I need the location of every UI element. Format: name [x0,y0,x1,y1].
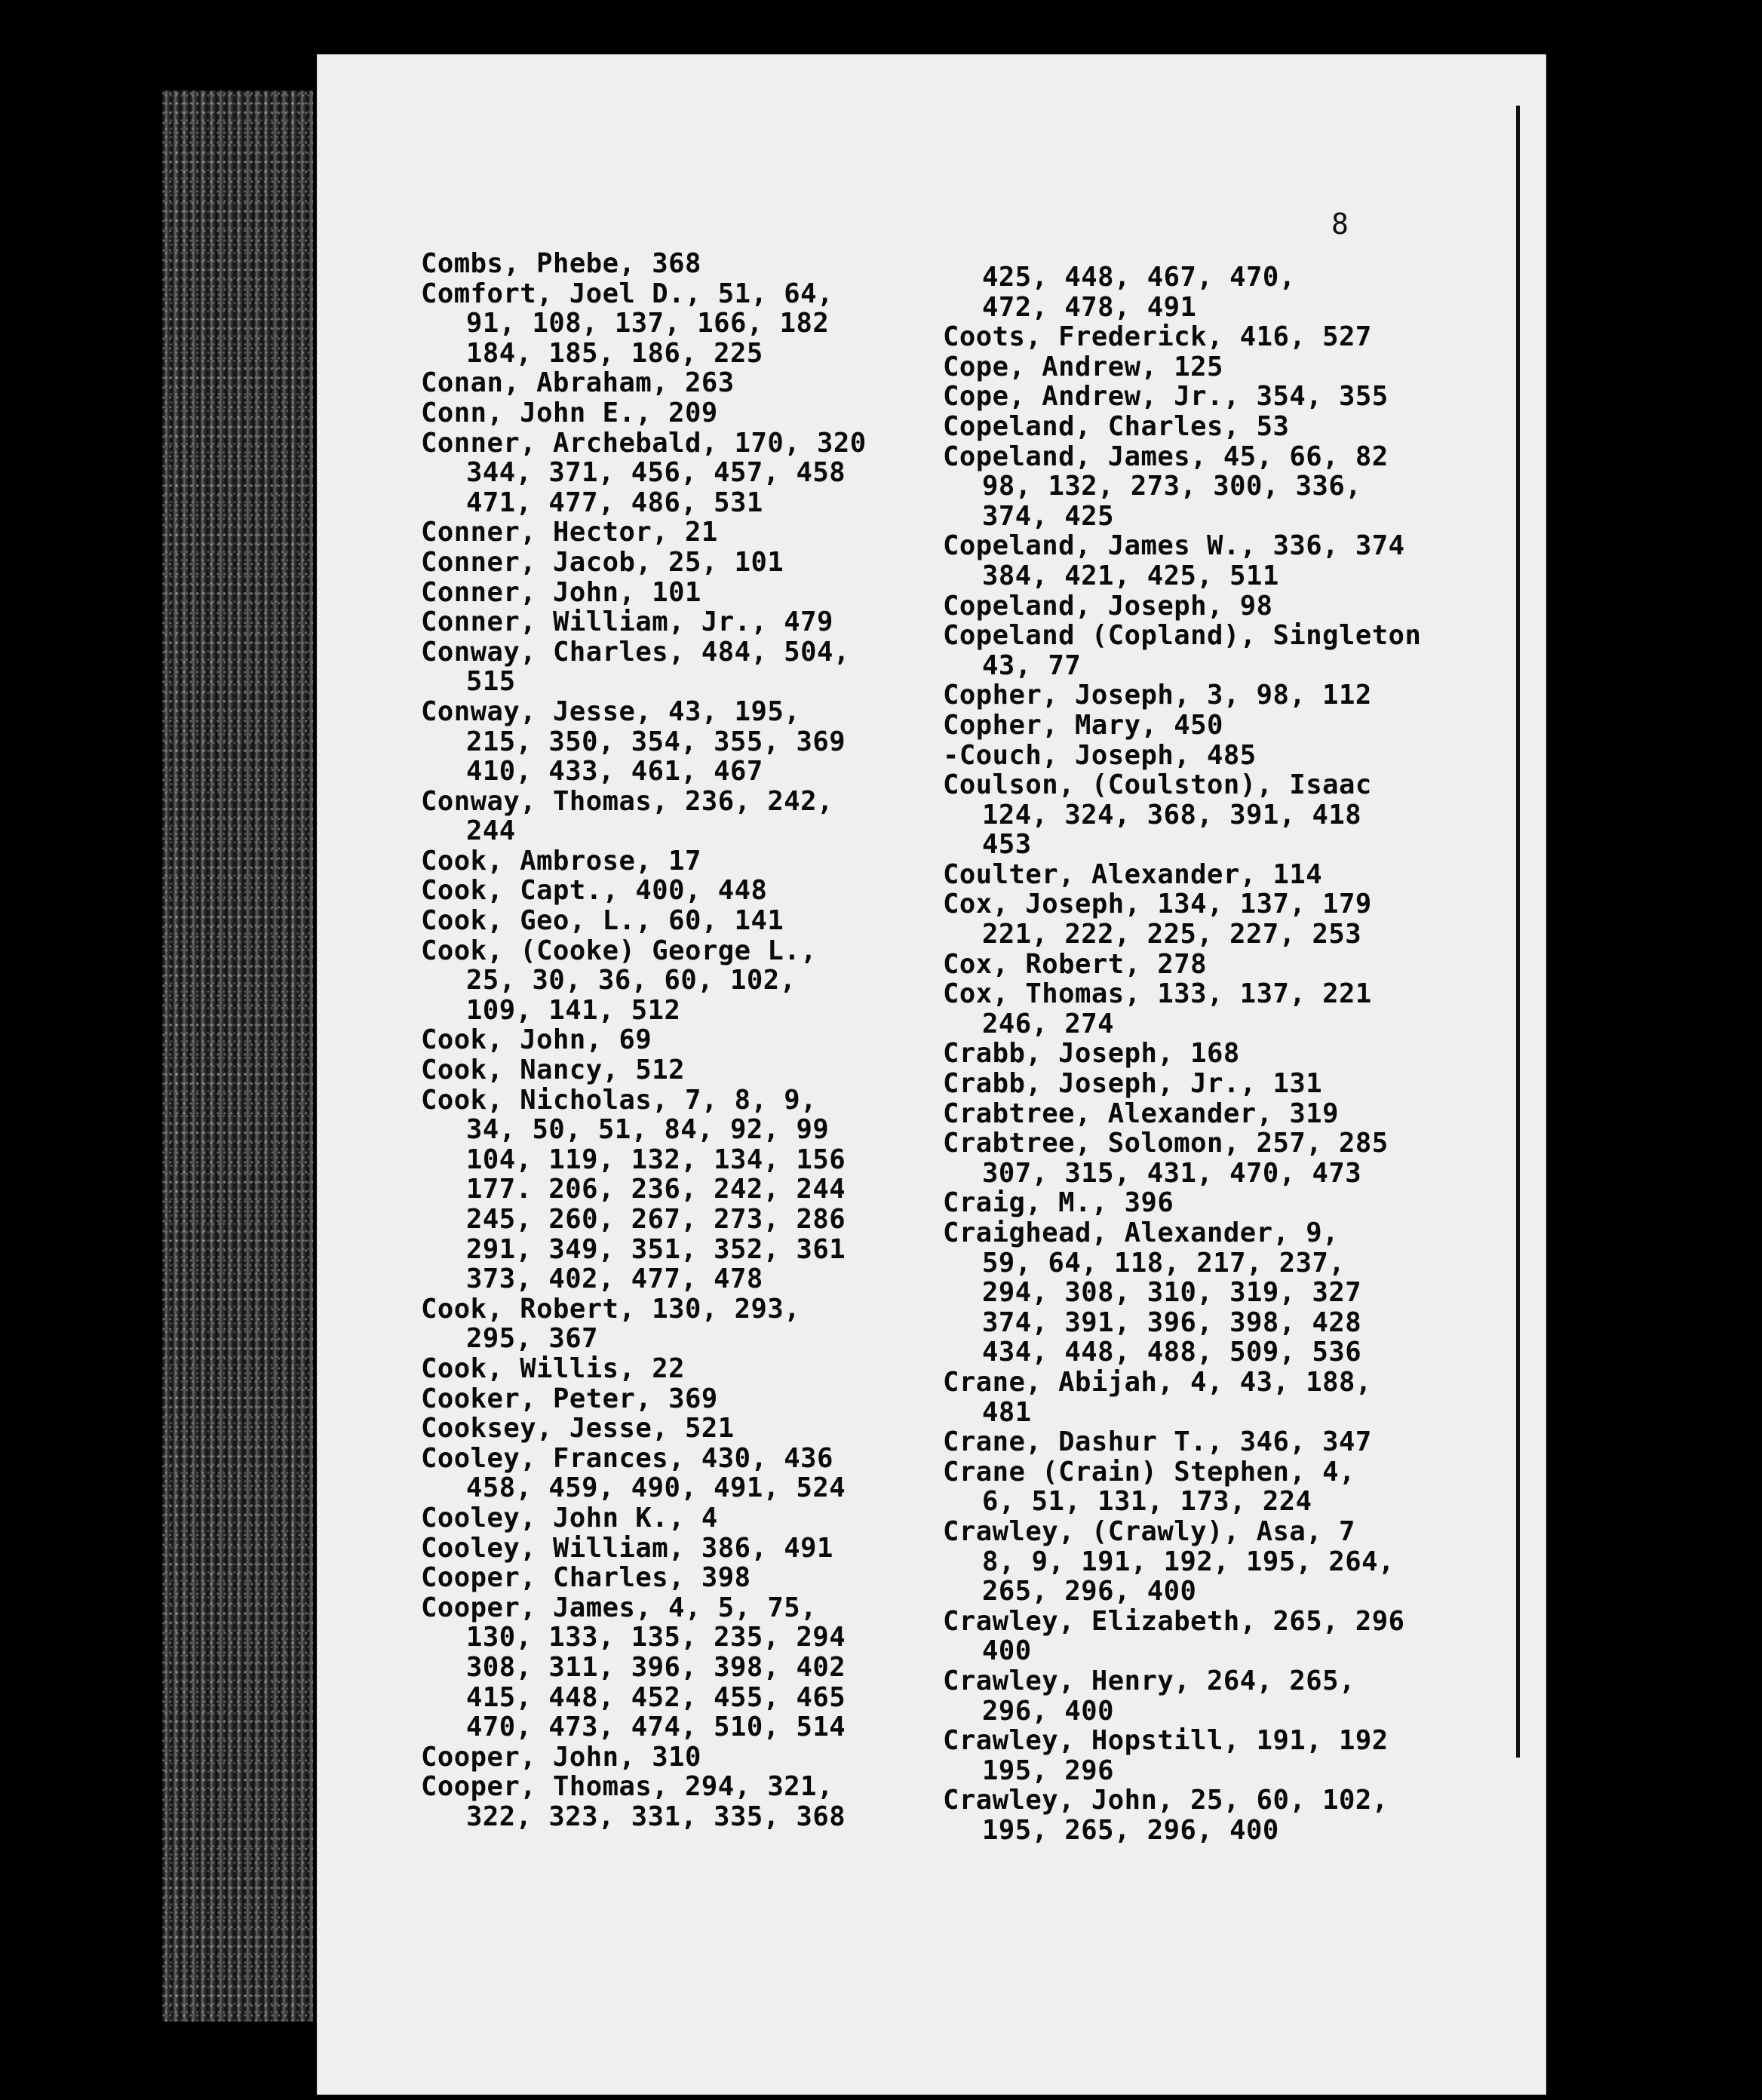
index-entry: Coulson, (Coulston), Isaac [943,769,1372,801]
binding-texture [162,91,313,2022]
index-entry-continuation: 400 [982,1635,1032,1667]
index-entry-continuation: 307, 315, 431, 470, 473 [982,1157,1362,1189]
index-entry-continuation: 177. 206, 236, 242, 244 [466,1174,846,1205]
index-entry-continuation: 25, 30, 36, 60, 102, [466,965,797,996]
index-entry-continuation: 104, 119, 132, 134, 156 [466,1144,846,1175]
index-entry: Cope, Andrew, Jr., 354, 355 [943,381,1389,413]
index-entry-continuation: 374, 425 [982,500,1114,532]
index-entry: Cooper, John, 310 [421,1741,701,1773]
index-column-left [421,249,867,1831]
index-entry-continuation: 515 [466,666,516,698]
index-entry: Crawley, John, 25, 60, 102, [943,1785,1389,1816]
index-entry: Cooper, Thomas, 294, 321, [421,1771,833,1803]
index-entry-continuation: 34, 50, 51, 84, 92, 99 [466,1114,830,1146]
index-entry: Cook, (Cooke) George L., [421,935,817,966]
index-entry-continuation: 59, 64, 118, 217, 237, [982,1247,1346,1279]
index-entry-continuation: 322, 323, 331, 335, 368 [466,1801,846,1832]
index-entry: Crabb, Joseph, Jr., 131 [943,1068,1323,1100]
index-entry-continuation: 130, 133, 135, 235, 294 [466,1622,846,1653]
index-entry: Cox, Robert, 278 [943,948,1207,980]
index-entry: Conner, Jacob, 25, 101 [421,546,784,578]
index-entry-continuation: 221, 222, 225, 227, 253 [982,919,1362,950]
index-entry: Crabtree, Solomon, 257, 285 [943,1128,1389,1159]
index-entry: Craighead, Alexander, 9, [943,1217,1339,1248]
index-entry: Cook, Willis, 22 [421,1352,685,1384]
index-entry-continuation: 6, 51, 131, 173, 224 [982,1486,1312,1518]
index-entry: Copher, Mary, 450 [943,709,1223,741]
index-entry: Copeland, Charles, 53 [943,410,1290,442]
index-entry-continuation: 265, 296, 400 [982,1576,1197,1607]
index-entry: Combs, Phebe, 368 [421,248,701,279]
page-number: 8 [1331,207,1349,241]
index-entry: Cook, Ambrose, 17 [421,845,701,877]
index-entry-continuation: 470, 473, 474, 510, 514 [466,1712,846,1743]
index-entry: Cook, Nancy, 512 [421,1055,685,1086]
index-entry: Conner, Hector, 21 [421,517,718,548]
index-entry: Cook, Robert, 130, 293, [421,1293,801,1325]
index-entry: Cooksey, Jesse, 521 [421,1413,735,1445]
index-entry-continuation: 481 [982,1396,1032,1428]
index-entry-continuation: 344, 371, 456, 457, 458 [466,457,846,489]
index-entry-continuation: 434, 448, 488, 509, 536 [982,1337,1362,1368]
index-entry-continuation: 245, 260, 267, 273, 286 [466,1204,846,1235]
index-entry-continuation: 472, 478, 491 [982,291,1197,323]
index-entry-continuation: 291, 349, 351, 352, 361 [466,1233,846,1265]
index-entry: Cook, John, 69 [421,1024,652,1056]
index-entry: Cox, Joseph, 134, 137, 179 [943,889,1372,920]
index-entry-continuation: 109, 141, 512 [466,994,681,1026]
index-entry: Coulter, Alexander, 114 [943,858,1323,890]
index-entry: Conway, Charles, 484, 504, [421,636,850,668]
index-entry: Cox, Thomas, 133, 137, 221 [943,978,1372,1010]
index-entry: Crabtree, Alexander, 319 [943,1098,1339,1129]
index-entry: Copeland (Copland), Singleton [943,620,1422,652]
index-entry: Conner, Archebald, 170, 320 [421,427,867,459]
index-entry-continuation: 124, 324, 368, 391, 418 [982,799,1362,830]
index-entry: Comfort, Joel D., 51, 64, [421,278,833,309]
index-entry: Crawley, Henry, 264, 265, [943,1665,1355,1696]
index-entry-continuation: 374, 391, 396, 398, 428 [982,1306,1362,1338]
index-entry: Coots, Frederick, 416, 527 [943,321,1372,353]
index-entry-continuation: 415, 448, 452, 455, 465 [466,1681,846,1713]
index-entry: Copeland, James W., 336, 374 [943,530,1405,562]
index-entry: Crane, Dashur T., 346, 347 [943,1426,1372,1458]
index-entry: Cooker, Peter, 369 [421,1383,718,1414]
index-entry: Conner, John, 101 [421,576,701,608]
index-entry: Conway, Jesse, 43, 195, [421,695,801,727]
index-entry: Conan, Abraham, 263 [421,367,735,399]
index-entry: -Couch, Joseph, 485 [943,739,1257,771]
index-entry: Cooper, James, 4, 5, 75, [421,1592,817,1623]
index-entry-continuation: 373, 402, 477, 478 [466,1263,763,1295]
index-entry: Cooley, Frances, 430, 436 [421,1442,833,1474]
index-entry: Crane (Crain) Stephen, 4, [943,1456,1355,1488]
index-entry-continuation: 195, 265, 296, 400 [982,1814,1279,1846]
index-entry: Crane, Abijah, 4, 43, 188, [943,1366,1372,1398]
index-entry: Cook, Nicholas, 7, 8, 9, [421,1084,817,1116]
index-entry-continuation: 43, 77 [982,649,1082,681]
index-entry: Cooper, Charles, 398 [421,1562,751,1594]
index-entry: Cooley, William, 386, 491 [421,1532,833,1564]
index-entry-continuation: 294, 308, 310, 319, 327 [982,1277,1362,1309]
index-entry: Crabb, Joseph, 168 [943,1038,1240,1070]
index-entry: Cooley, John K., 4 [421,1502,718,1534]
index-entry-continuation: 91, 108, 137, 166, 182 [466,308,830,339]
index-entry-continuation: 453 [982,829,1032,861]
index-entry: Craig, M., 396 [943,1187,1174,1219]
index-entry: Crawley, Elizabeth, 265, 296 [943,1605,1405,1637]
index-entry: Copeland, Joseph, 98 [943,590,1273,622]
index-entry-continuation: 458, 459, 490, 491, 524 [466,1472,846,1504]
index-entry-continuation: 215, 350, 354, 355, 369 [466,726,846,757]
index-entry-continuation: 384, 421, 425, 511 [982,560,1279,591]
index-entry-continuation: 425, 448, 467, 470, [982,262,1296,293]
index-entry: Copher, Joseph, 3, 98, 112 [943,680,1372,711]
index-entry-continuation: 244 [466,815,516,847]
index-entry-continuation: 8, 9, 191, 192, 195, 264, [982,1546,1395,1577]
index-column-right [943,262,1421,1845]
index-entry: Crawley, Hopstill, 191, 192 [943,1725,1389,1757]
page-edge-rule [1516,106,1520,1758]
index-entry: Cook, Capt., 400, 448 [421,875,768,907]
index-entry: Cook, Geo, L., 60, 141 [421,905,784,937]
index-entry-continuation: 296, 400 [982,1695,1114,1727]
index-entry-continuation: 184, 185, 186, 225 [466,337,763,369]
index-entry: Copeland, James, 45, 66, 82 [943,441,1389,472]
index-entry-continuation: 98, 132, 273, 300, 336, [982,471,1362,502]
index-entry-continuation: 410, 433, 461, 467 [466,756,763,788]
index-entry: Conner, William, Jr., 479 [421,606,833,638]
index-entry-continuation: 295, 367 [466,1323,598,1355]
index-entry: Conn, John E., 209 [421,397,718,428]
index-entry-continuation: 246, 274 [982,1008,1114,1039]
index-entry: Cope, Andrew, 125 [943,351,1223,382]
index-entry-continuation: 471, 477, 486, 531 [466,487,763,518]
index-entry-continuation: 195, 296 [982,1755,1114,1786]
index-entry: Crawley, (Crawly), Asa, 7 [943,1515,1355,1547]
index-entry-continuation: 308, 311, 396, 398, 402 [466,1651,846,1683]
index-entry: Conway, Thomas, 236, 242, [421,785,833,817]
